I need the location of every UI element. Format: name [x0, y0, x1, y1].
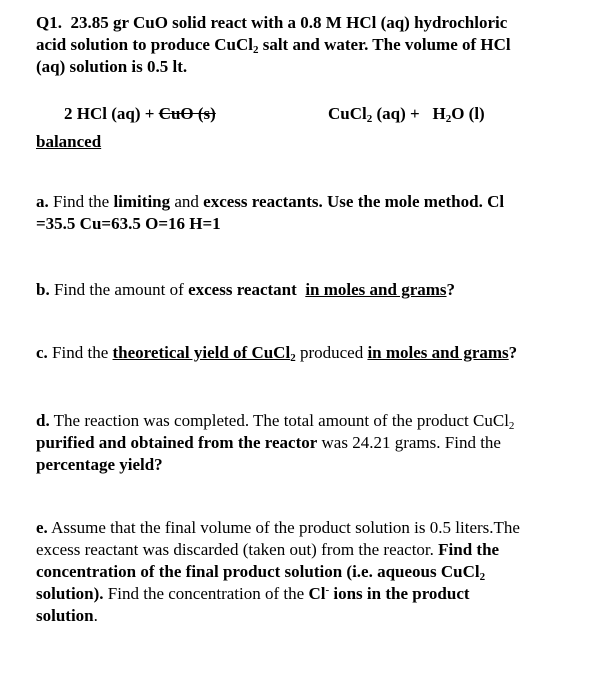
part-a-text-2: and — [170, 192, 204, 211]
question-number: Q1. — [36, 13, 62, 32]
part-e-solution: solution). — [36, 584, 104, 603]
part-a — [36, 191, 576, 235]
intro-text-3: (aq) solution is 0.5 lt. — [36, 57, 188, 76]
part-e-cl-charge: - — [325, 584, 330, 596]
part-c-letter: c. — [36, 343, 48, 362]
reactant-hcl: 2 HCl (aq) + — [64, 104, 155, 123]
equation-reactants — [64, 104, 216, 128]
part-e-line-3 — [36, 561, 576, 583]
intro-text-2a: acid solution to produce CuCl — [36, 35, 253, 54]
product-cucl-state: (aq) + — [372, 104, 420, 123]
part-e-text-3: Find the concentration of the — [103, 584, 309, 603]
part-b-letter: b. — [36, 280, 50, 299]
question-intro — [36, 12, 576, 78]
part-b-excess-reactant: excess reactant — [188, 280, 297, 299]
part-e-line-1 — [36, 517, 576, 539]
part-d-subscript: 2 — [508, 420, 515, 432]
part-c-yield — [113, 343, 296, 362]
intro-line-2 — [36, 34, 576, 56]
part-d-text-1: The reaction was completed. The total amount of the product CuCl — [49, 411, 509, 430]
part-e-line-2 — [36, 539, 576, 561]
part-d — [36, 410, 576, 476]
part-c — [36, 342, 576, 364]
part-e-line-4 — [36, 583, 576, 605]
part-a-letter: a. — [36, 192, 49, 211]
part-d-letter: d. — [36, 411, 50, 430]
intro-line-3 — [36, 56, 576, 78]
part-c-end: ? — [508, 343, 518, 362]
part-e-concentration: concentration of the final product solution (i.e. aqueous CuCl — [36, 562, 480, 581]
reactant-cuo: CuO (s) — [158, 104, 216, 123]
part-d-line-2 — [36, 432, 576, 454]
part-a-text-1: Find the — [48, 192, 114, 211]
part-a-limiting: limiting — [113, 192, 171, 211]
part-e-ions: ions in the product — [329, 584, 470, 603]
intro-text-2b: salt and water. The volume of HCl — [258, 35, 511, 54]
part-d-percentage-yield: percentage yield? — [36, 455, 163, 474]
intro-line-1 — [36, 12, 576, 34]
product-o: O (l) — [451, 104, 485, 123]
part-e-solution-end: solution — [36, 606, 94, 625]
part-b — [36, 279, 576, 301]
part-b-end: ? — [446, 280, 456, 299]
part-c-units: in moles and grams — [367, 343, 509, 362]
part-c-yield-subscript: 2 — [290, 352, 296, 364]
part-a-cl: Cl — [482, 192, 505, 211]
part-e-cl: Cl — [308, 584, 326, 603]
product-cucl-subscript: 2 — [366, 113, 373, 125]
part-a-atomic-masses: =35.5 Cu=63.5 O=16 H=1 — [36, 214, 221, 233]
product-cucl: CuCl — [328, 104, 367, 123]
part-d-text-2: was 24.21 grams. Find the — [317, 433, 501, 452]
part-a-excess: excess reactants. Use the mole method. — [203, 192, 483, 211]
part-d-line-1 — [36, 410, 576, 432]
part-b-units: in moles and grams — [305, 280, 447, 299]
part-a-line-1 — [36, 191, 576, 213]
part-c-text-1: Find the — [47, 343, 113, 362]
part-e-subscript: 2 — [479, 571, 486, 583]
intro-text-1: 23.85 gr CuO solid react with a 0.8 M HCl (aq) hydrochloric — [70, 13, 508, 32]
intro-subscript: 2 — [252, 44, 259, 56]
part-e — [36, 517, 576, 627]
part-e-end: . — [93, 606, 98, 625]
balanced-label: balanced — [36, 132, 102, 151]
part-b-text-1: Find the amount of — [49, 280, 189, 299]
part-e-text-2: excess reactant was discarded (taken out) from the reactor. — [36, 540, 439, 559]
part-e-text-1: Assume that the final volume of the product solution is 0.5 liters.The — [47, 518, 520, 537]
part-d-purified: purified and obtained from the reactor — [36, 433, 318, 452]
part-e-line-5 — [36, 605, 576, 627]
part-e-letter: e. — [36, 518, 48, 537]
equation-products — [328, 104, 485, 128]
part-c-text-2: produced — [295, 343, 368, 362]
product-h-subscript: 2 — [445, 113, 452, 125]
product-h: H — [432, 104, 446, 123]
part-c-yield-text: theoretical yield of CuCl — [112, 343, 291, 362]
part-e-find-the: Find the — [438, 540, 500, 559]
